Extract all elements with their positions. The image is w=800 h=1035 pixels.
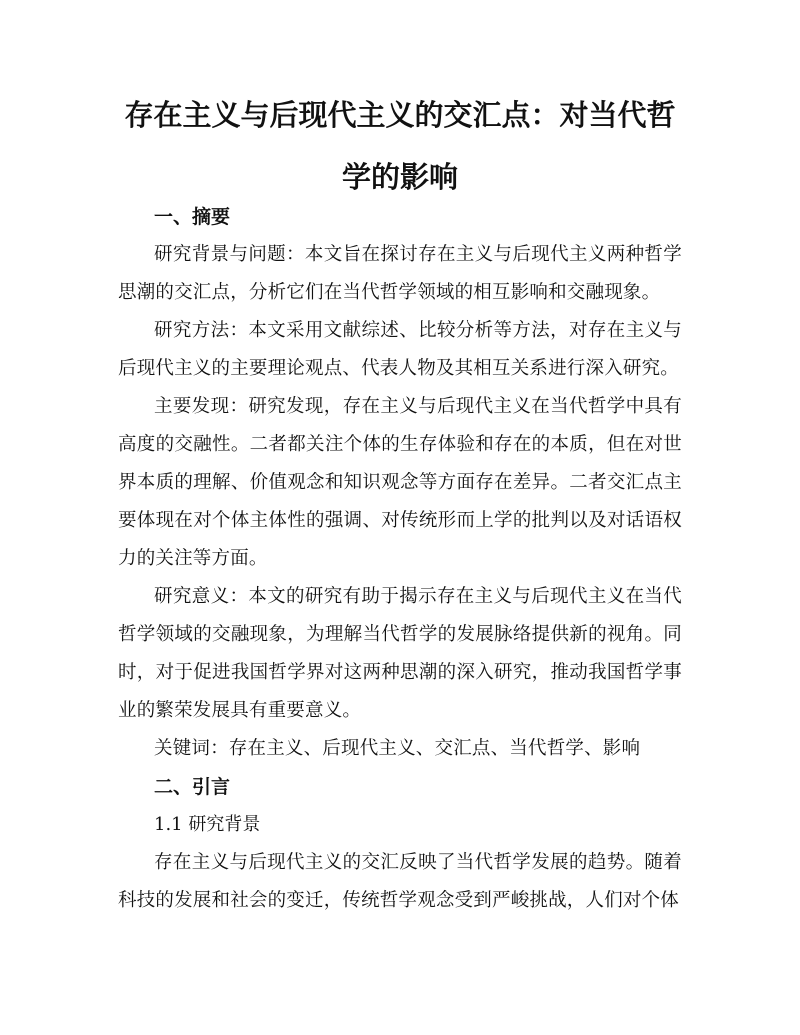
abstract-findings-paragraph: 主要发现：研究发现，存在主义与后现代主义在当代哲学中具有高度的交融性。二者都关注个体的生存体验和存在的本质，但在对世界本质的理解、价值观念和知识观念等方面存在差异。二者交汇点主要体现在对个体主体性的强调、对传统形而上学的批判以及对话语权力的关注等方面。: [118, 396, 682, 569]
abstract-background-paragraph: 研究背景与问题：本文旨在探讨存在主义与后现代主义两种哲学思潮的交汇点，分析它们在当代哲学领域的相互影响和交融现象。: [118, 244, 682, 303]
title-line-2: 学的影响: [341, 160, 458, 194]
abstract-method-paragraph: 研究方法：本文采用文献综述、比较分析等方法，对存在主义与后现代主义的主要理论观点、代表人物及其相互关系进行深入研究。: [118, 320, 682, 379]
introduction-paragraph: 存在主义与后现代主义的交汇反映了当代哲学发展的趋势。随着科技的发展和社会的变迁，传统哲学观念受到严峻挑战，人们对个体: [118, 852, 682, 911]
introduction-heading: 二、引言: [154, 776, 231, 798]
keywords-line: 关键词：存在主义、后现代主义、交汇点、当代哲学、影响: [154, 738, 641, 759]
document-body: [118, 198, 682, 920]
abstract-heading: 一、摘要: [154, 206, 231, 228]
document-title: [118, 84, 682, 208]
abstract-significance-paragraph: 研究意义：本文的研究有助于揭示存在主义与后现代主义在当代哲学领域的交融现象，为理解当代哲学的发展脉络提供新的视角。同时，对于促进我国哲学界对这两种思潮的深入研究，推动我国哲学事业的繁荣发展具有重要意义。: [118, 586, 682, 721]
subsection-research-background: 1.1 研究背景: [154, 814, 261, 835]
title-line-1: 存在主义与后现代主义的交汇点：对当代哲: [124, 98, 676, 132]
